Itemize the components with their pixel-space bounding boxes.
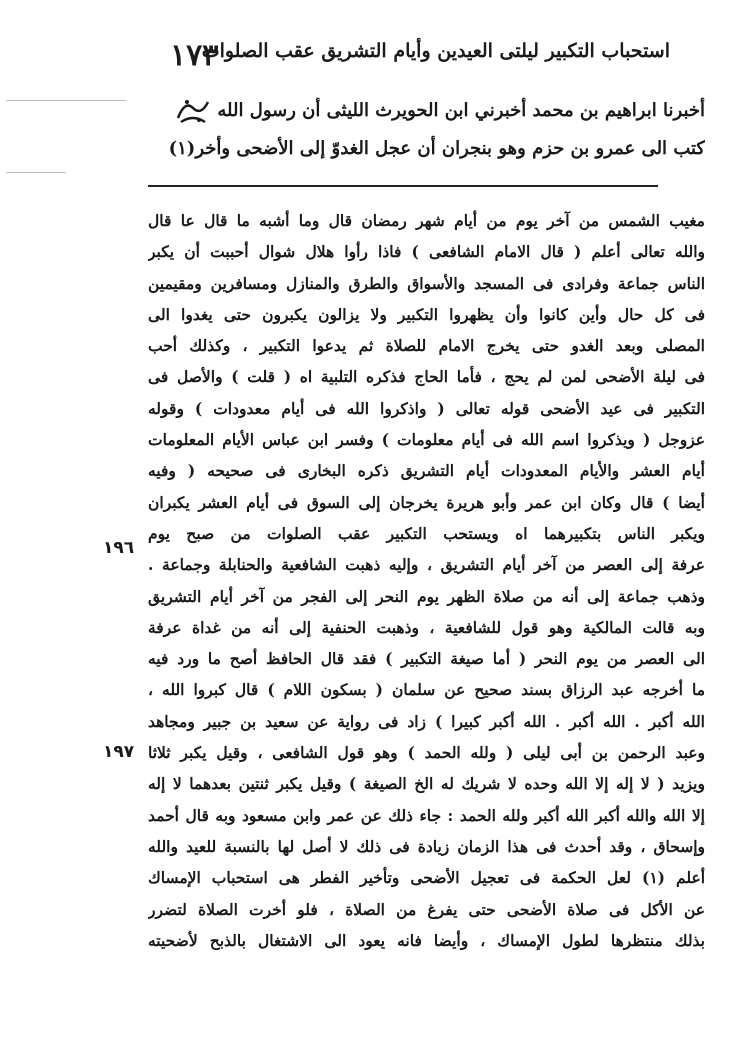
hadith-line: كتب الى عمرو بن حزم وهو بنجران أن عجل الغدوّ إلى الأضحى وأخر(١) <box>168 138 705 159</box>
text-line: أيضا ) قال وكان ابن عمر وأبو هريرة يخرجان إلى السوق فى أيام العشر يكبران <box>148 492 705 512</box>
margin-mark <box>6 100 126 101</box>
text-line: والله تعالى أعلم ( قال الامام الشافعى ) فاذا رأوا هلال شوال أحببت أن يكبر <box>148 242 705 262</box>
text-line: المصلى وبعد الغدو حتى يخرج الامام للصلاة ثم يدعوا التكبير ، وكذلك أحب <box>148 336 705 356</box>
margin-page-reference: ١٩٦ <box>103 538 135 558</box>
text-line: إلا الله والله أكبر الله أكبر ولله الحمد : جاء ذلك عن عمر وابن مسعود وبه قال أحمد <box>148 805 705 825</box>
page-header <box>150 34 670 78</box>
text-line: فى ليلة الأضحى لمن لم يحج ، فأما الحاج فذكره التلبية اه ( قلت ) والأصل فى <box>148 367 705 387</box>
text-line: مغيب الشمس من آخر يوم من أيام شهر رمضان قال وما أشبه ما قال عا قال <box>148 211 705 230</box>
margin-mark <box>6 172 66 173</box>
salla-allahu-alayhi-wasallam-seal-icon <box>175 96 211 126</box>
text-line: وذهب جماعة إلى أنه من صلاة الظهر يوم النحر إلى الفجر من آخر أيام التشريق <box>148 586 705 606</box>
margin-page-reference: ١٩٧ <box>103 742 135 762</box>
text-line: ويكبر الناس بتكبيرهما اه ويستحب التكبير عقب الصلوات من صبح يوم <box>148 523 705 543</box>
text-line: وإسحاق ، وقد أحدث فى هذا الزمان زيادة فى ذلك لا أصل لها بالنسبة للعيد والله <box>148 836 705 856</box>
text-line: ويزيد ( لا إله إلا الله وحده لا شريك له الخ الصيغة ) وقيل يكبر ثنتين بعدهما لا إله <box>148 774 705 794</box>
running-title: استحباب التكبير ليلتى العيدين وأيام التشريق عقب الصلوات <box>201 40 670 62</box>
page-number: ١٧٣ <box>170 38 219 73</box>
text-line: عزوجل ( ويذكروا اسم الله فى أيام معلومات ) وفسر ابن عباس الأيام المعلومات <box>148 430 705 450</box>
text-line: عن الأكل فى صلاة الأضحى حتى يفرغ من الصلاة ، فلو أخرت الصلاة لتضرر <box>148 899 705 919</box>
text-line: الله أكبر . الله أكبر . الله أكبر كبيرا ) زاد فى رواية عن سعيد بن جبير ومجاهد <box>148 711 705 731</box>
text-line: الناس جماعة وفرادى فى المسجد والأسواق والطرق والمنازل ومسافرين ومقيمين <box>148 273 705 293</box>
text-line: عرفة إلى العصر من آخر أيام التشريق ، وإليه ذهبت الشافعية والحنابلة وجماعة . <box>148 555 705 575</box>
text-line: بذلك منتظرها لطول الإمساك ، وأيضا فانه يعود الى الاشتغال بالذبح لأضحيته <box>148 930 705 950</box>
text-line: التكبير فى عيد الأضحى قوله تعالى ( واذكروا الله فى أيام معدودات ) وقوله <box>148 398 705 418</box>
text-line: أيام العشر والأيام المعدودات أيام التشريق ذكره البخارى فى صحيحه ( وفيه <box>148 461 705 481</box>
hadith-text <box>130 92 705 168</box>
hadith-line: أخبرنا ابراهيم بن محمد أخبرني ابن الحويرث الليثى أن رسول الله <box>130 92 705 130</box>
text-line: وبه قالت المالكية وهو قول للشافعية ، وذهبت الحنفية إلى أنه من غداة عرفة <box>148 617 705 637</box>
text-line: فى كل حال وأين كانوا وأن يظهروا التكبير ولا يزالون يكبرون حتى يغدوا الى <box>148 304 705 324</box>
text-line: الى العصر من يوم النحر ( أما صيغة التكبير ) فقد قال الحافظ أصح ما ورد فيه <box>148 649 705 669</box>
text-line: أعلم (١) لعل الحكمة فى تعجيل الأضحى وتأخير الفطر هى استحباب الإمساك <box>148 868 705 888</box>
commentary-text <box>148 205 705 956</box>
footnote-separator <box>148 185 658 187</box>
text-line: وعبد الرحمن بن أبى ليلى ( ولله الحمد ) وهو قول الشافعى ، وقيل يكبر ثلاثا <box>148 743 705 763</box>
text-line: ما أخرجه عبد الرزاق بسند صحيح عن سلمان ( بسكون اللام ) قال كبروا الله ، <box>148 680 705 700</box>
